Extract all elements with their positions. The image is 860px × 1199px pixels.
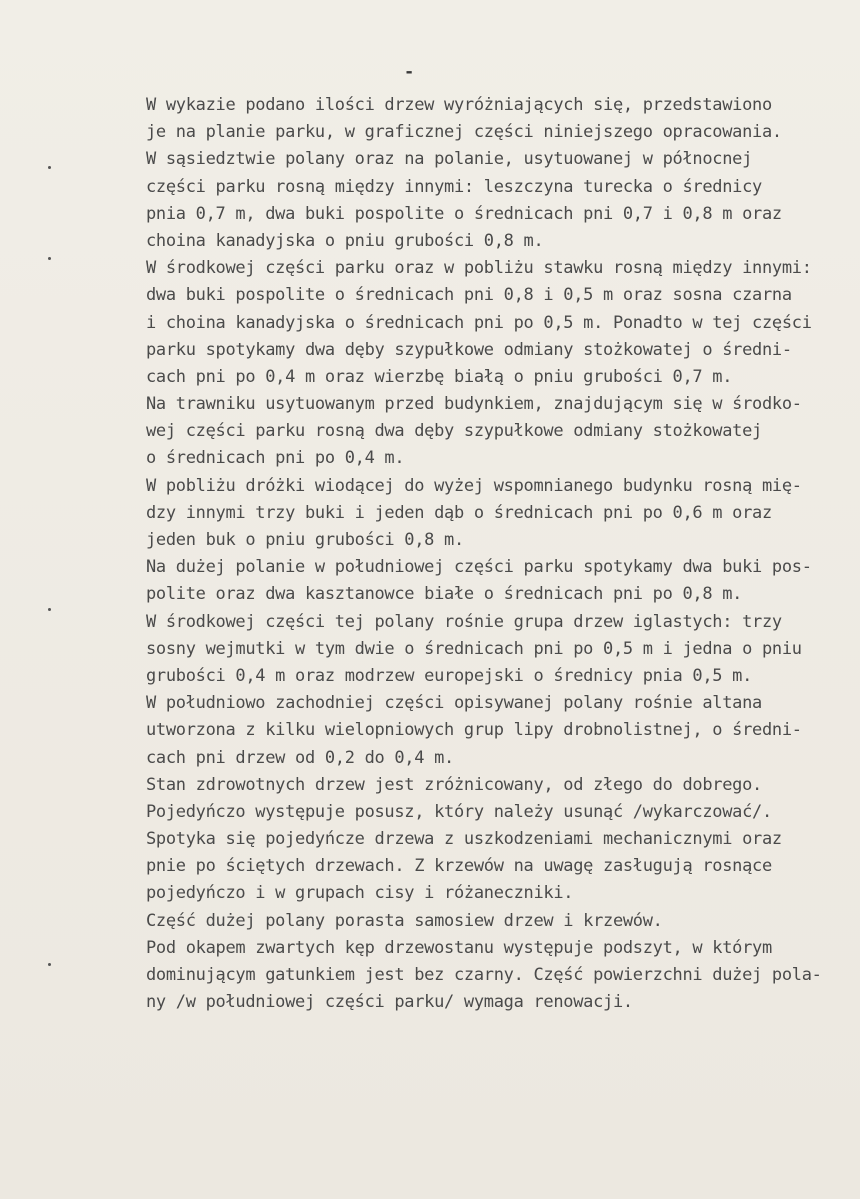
- text-line: cach pni drzew od 0,2 do 0,4 m.: [146, 747, 454, 768]
- text-line: Pod okapem zwartych kęp drzewostanu występuje podszyt, w którym: [146, 937, 772, 958]
- text-line: parku spotykamy dwa dęby szypułkowe odmiany stożkowatej o średni-: [146, 339, 792, 360]
- text-line: dzy innymi trzy buki i jeden dąb o średnicach pni po 0,6 m oraz: [146, 502, 772, 523]
- text-line: Stan zdrowotnych drzew jest zróżnicowany, od złego do dobrego.: [146, 774, 762, 795]
- text-line: Na trawniku usytuowanym przed budynkiem, znajdującym się w środko-: [146, 394, 802, 415]
- text-line: utworzona z kilku wielopniowych grup lipy drobnolistnej, o średni-: [146, 720, 802, 741]
- text-line: Na dużej polanie w południowej części parku spotykamy dwa buki pos-: [146, 557, 812, 578]
- text-line: W środkowej części tej polany rośnie grupa drzew iglastych: trzy: [146, 611, 782, 632]
- text-line: W wykazie podano ilości drzew wyróżniających się, przedstawiono: [146, 95, 772, 115]
- text-line: choina kanadyjska o pniu grubości 0,8 m.: [146, 230, 544, 251]
- text-line: sosny wejmutki w tym dwie o średnicach pni po 0,5 m i jedna o pniu: [146, 638, 802, 659]
- text-line: W środkowej części parku oraz w pobliżu stawku rosną między innymi:: [146, 258, 812, 279]
- margin-dot: [48, 608, 51, 611]
- text-line: pojedyńczo i w grupach cisy i różaneczniki.: [146, 883, 574, 904]
- text-line: je na planie parku, w graficznej części niniejszego opracowania.: [146, 122, 782, 143]
- text-line: pnia 0,7 m, dwa buki pospolite o średnicach pni 0,7 i 0,8 m oraz: [146, 203, 782, 224]
- text-line: jeden buk o pniu grubości 0,8 m.: [146, 530, 464, 550]
- body-text: [146, 92, 836, 1016]
- margin-dot: [48, 963, 51, 966]
- page-mark: -: [404, 62, 415, 82]
- text-line: i choina kanadyjska o średnicach pni po 0,5 m. Ponadto w tej części: [146, 312, 812, 333]
- text-line: grubości 0,4 m oraz modrzew europejski o średnicy pnia 0,5 m.: [146, 665, 753, 686]
- text-line: ny /w południowej części parku/ wymaga renowacji.: [146, 992, 633, 1013]
- text-line: Pojedyńczo występuje posusz, który należy usunąć /wykarczować/.: [146, 801, 772, 822]
- text-line: o średnicach pni po 0,4 m.: [146, 448, 405, 469]
- text-line: polite oraz dwa kasztanowce białe o średnicach pni po 0,8 m.: [146, 584, 743, 605]
- text-line: Spotyka się pojedyńcze drzewa z uszkodzeniami mechanicznymi oraz: [146, 829, 782, 850]
- text-line: W południowo zachodniej części opisywanej polany rośnie altana: [146, 693, 762, 714]
- margin-dot: [48, 166, 51, 169]
- text-line: W sąsiedztwie polany oraz na polanie, usytuowanej w północnej: [146, 149, 753, 170]
- margin-dot: [48, 257, 51, 260]
- text-line: pnie po ściętych drzewach. Z krzewów na uwagę zasługują rosnące: [146, 856, 772, 877]
- text-line: dominującym gatunkiem jest bez czarny. Część powierzchni dużej pola-: [146, 965, 822, 985]
- text-line: cach pni po 0,4 m oraz wierzbę białą o pniu grubości 0,7 m.: [146, 366, 733, 387]
- text-line: dwa buki pospolite o średnicach pni 0,8 i 0,5 m oraz sosna czarna: [146, 285, 792, 306]
- text-line: W pobliżu dróżki wiodącej do wyżej wspomnianego budynku rosną mię-: [146, 475, 802, 496]
- text-line: części parku rosną między innymi: leszczyna turecka o średnicy: [146, 176, 762, 197]
- text-line: Część dużej polany porasta samosiew drzew i krzewów.: [146, 910, 663, 931]
- text-line: wej części parku rosną dwa dęby szypułkowe odmiany stożkowatej: [146, 421, 762, 442]
